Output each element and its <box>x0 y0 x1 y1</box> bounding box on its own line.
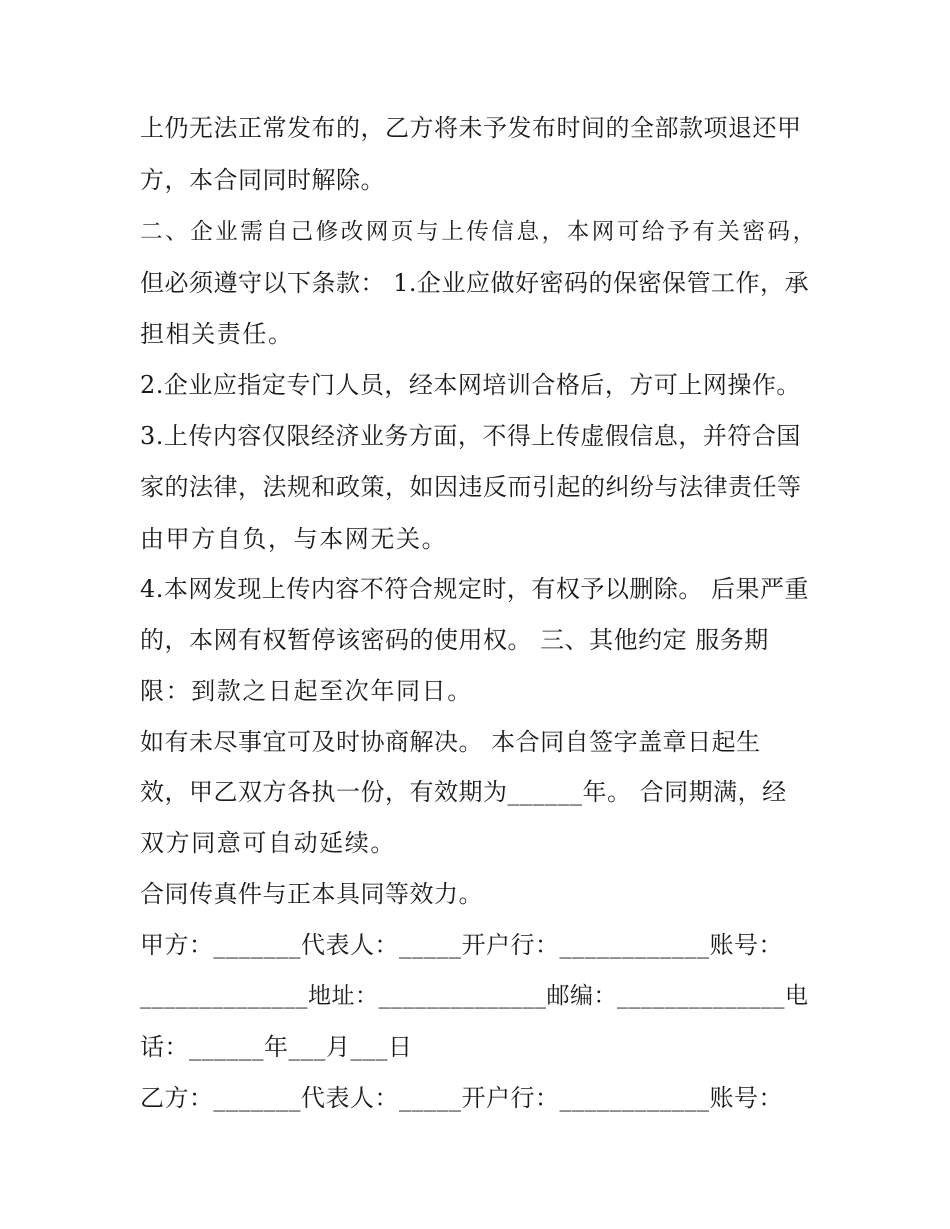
paragraph-line-2: 方，本合同同时解除。 <box>140 166 385 194</box>
paragraph-line-15: 双方同意可自动延续。 <box>140 829 396 857</box>
paragraph-line-14: 效，甲乙双方各执一份，有效期为______年。 合同期满，经 <box>140 778 787 806</box>
paragraph-line-13: 如有未尽事宜可及时协商解决。 本合同自签字盖章日起生 <box>140 728 761 756</box>
signature-line-party-b: 乙方：_______代表人：_____开户行：____________账号： <box>140 1084 783 1112</box>
paragraph-line-1: 上仍无法正常发布的，乙方将未予发布时间的全部款项退还甲 <box>140 114 802 142</box>
paragraph-line-6: 2.企业应指定专门人员，经本网培训合格后，方可上网操作。 <box>140 371 801 399</box>
paragraph-line-12: 限：到款之日起至次年同日。 <box>140 677 473 705</box>
paragraph-line-10: 4.本网发现上传内容不符合规定时，有权予以删除。 后果严重 <box>140 575 810 603</box>
signature-line-party-a: 甲方：_______代表人：_____开户行：____________账号： <box>140 931 783 959</box>
paragraph-line-11: 的，本网有权暂停该密码的使用权。 三、其他约定 服务期 <box>140 626 769 654</box>
paragraph-line-4: 但必须遵守以下条款： 1.企业应做好密码的保密保管工作，承 <box>140 269 810 297</box>
signature-line-address: ______________地址：______________邮编：______________电 <box>140 983 809 1009</box>
paragraph-line-5: 担相关责任。 <box>140 320 294 348</box>
paragraph-line-9: 由甲方自负，与本网无关。 <box>140 525 448 553</box>
paragraph-line-7: 3.上传内容仅限经济业务方面，不得上传虚假信息，并符合国 <box>140 422 801 450</box>
signature-line-date: 话：______年___月___日 <box>140 1033 413 1061</box>
paragraph-line-3: 二、企业需自己修改网页与上传信息，本网可给予有关密码， <box>140 219 818 245</box>
paragraph-line-16: 合同传真件与正本具同等效力。 <box>140 880 483 908</box>
paragraph-line-8: 家的法律，法规和政策，如因违反而引起的纠纷与法律责任等 <box>140 473 802 501</box>
